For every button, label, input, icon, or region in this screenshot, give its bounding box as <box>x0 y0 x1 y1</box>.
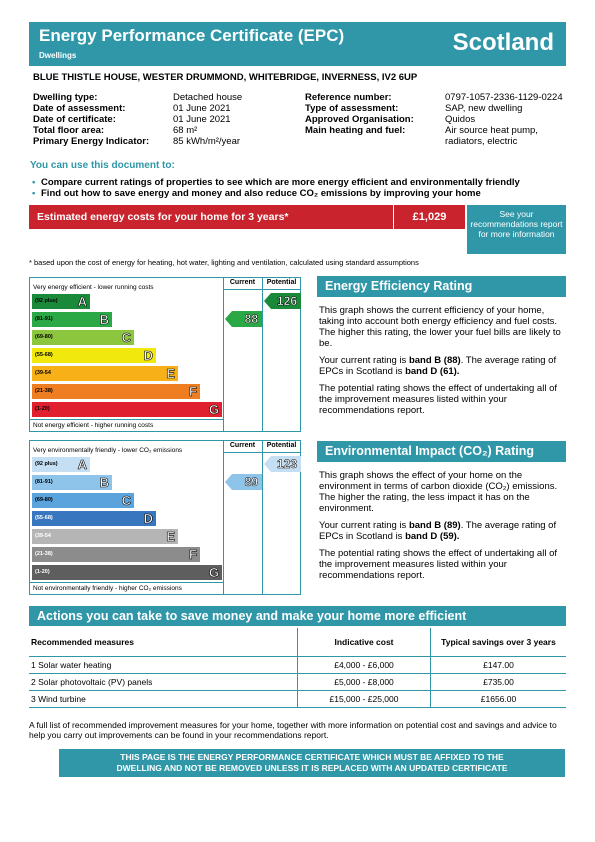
detail-label: Type of assessment: <box>305 103 399 114</box>
detail-row <box>33 92 242 103</box>
potential-rating-arrow <box>264 456 301 472</box>
environmental-impact-text <box>317 470 566 581</box>
details-right <box>305 92 575 147</box>
column-header: Indicative cost <box>297 628 430 656</box>
band-letter: G <box>208 402 219 417</box>
table-row <box>29 691 566 708</box>
header-divider <box>223 289 300 290</box>
current-header: Current <box>229 442 256 449</box>
table-row <box>29 657 566 674</box>
band-letter: D <box>143 348 153 363</box>
band-range: (81-91) <box>35 316 53 322</box>
info-bold: band B (88) <box>408 355 461 366</box>
certificate-warning <box>59 749 565 777</box>
band-letter: A <box>77 294 87 309</box>
info-text: . The average rating of EPCs in Scotland is <box>319 520 557 542</box>
actions-title: Actions you can take to save money and make your home more efficient <box>29 606 566 626</box>
current-rating-value: 88 <box>244 312 258 326</box>
band-range: (81-91) <box>35 479 53 485</box>
environmental-impact-title: Environmental Impact (CO₂) Rating <box>317 441 566 462</box>
band-g <box>32 402 222 417</box>
band-f <box>32 384 200 399</box>
current-rating-value: 89 <box>244 475 258 489</box>
band-range: (39-54 <box>35 370 51 376</box>
info-paragraph: The potential rating shows the effect of undertaking all of the improvement measures listed within your recommendations report. <box>319 383 558 416</box>
band-range: (92 plus) <box>35 298 58 304</box>
column-header: Recommended measures <box>31 637 134 647</box>
bottom-divider <box>30 582 223 583</box>
detail-row <box>33 136 242 147</box>
band-letter: C <box>121 493 131 508</box>
detail-value: Detached house <box>173 92 243 103</box>
chart-top-label: Very energy efficient - lower running costs <box>33 284 154 291</box>
detail-value: 68 m² <box>173 125 198 136</box>
band-b <box>32 475 112 490</box>
estimated-costs-bar <box>29 205 465 229</box>
detail-label: Total floor area: <box>33 125 105 136</box>
estimated-costs-label: Estimated energy costs for your home for 3 years* <box>37 211 289 223</box>
band-letter: B <box>99 312 109 327</box>
band-f <box>32 547 200 562</box>
info-text: Your current rating is <box>319 355 409 366</box>
detail-row <box>305 92 575 103</box>
environmental-impact-chart <box>29 440 301 595</box>
details-left <box>33 92 242 147</box>
band-range: (1-20) <box>35 406 50 412</box>
table-cell: £15,000 - £25,000 <box>297 691 430 707</box>
detail-row <box>305 125 575 147</box>
band-letter: F <box>189 384 197 399</box>
band-b <box>32 312 112 327</box>
epc-header <box>29 22 566 66</box>
info-paragraph: This graph shows the current efficiency of your home, taking into account both energy efficiency and fuel costs. The higher this rating, the lower your fuel bills are likely to be. <box>319 305 561 349</box>
energy-efficiency-chart <box>29 277 301 432</box>
chart-bottom-label: Not environmentally friendly - higher CO₂ emissions <box>33 585 182 592</box>
energy-efficiency-info <box>317 276 566 422</box>
table-header-row <box>29 628 566 657</box>
detail-label: Dwelling type: <box>33 92 98 103</box>
potential-rating-value: 126 <box>276 294 297 308</box>
band-range: (39-54 <box>35 533 51 539</box>
band-letter: E <box>166 366 175 381</box>
table-cell: 3 Wind turbine <box>31 694 86 704</box>
detail-label: Date of certificate: <box>33 114 116 125</box>
detail-value: 0797-1057-2336-1129-0224 <box>445 92 563 103</box>
potential-header: Potential <box>266 279 297 286</box>
detail-row <box>305 103 575 114</box>
info-text: . The average rating of EPCs in Scotland is <box>319 355 557 377</box>
use-document-bullets <box>32 177 520 199</box>
band-letter: F <box>189 547 197 562</box>
use-document-heading: You can use this document to: <box>30 160 175 171</box>
info-paragraph: This graph shows the effect of your home on the environment in terms of carbon dioxide (CO₂) emissions. The higher the rating, the less impact it has on the environment. <box>319 470 558 514</box>
table-row <box>29 674 566 691</box>
bullet-text: Find out how to save energy and money and also reduce CO₂ emissions by improving your home <box>41 188 481 199</box>
band-e <box>32 529 178 544</box>
detail-label: Main heating and fuel: <box>305 125 406 136</box>
table-cell: £735.00 <box>430 674 566 690</box>
band-a <box>32 294 90 309</box>
energy-efficiency-text <box>317 305 566 416</box>
bottom-divider <box>30 419 223 420</box>
bullet-text: Compare current ratings of properties to see which are more energy efficient and environmentally friendly <box>41 177 520 188</box>
band-range: (55-68) <box>35 352 53 358</box>
band-letter: D <box>143 511 153 526</box>
potential-header: Potential <box>266 442 297 449</box>
see-recommendations-box: See your recommendations report for more information <box>467 205 566 254</box>
band-letter: B <box>99 475 109 490</box>
chart-bottom-label: Not energy efficient - higher running costs <box>33 422 154 429</box>
detail-row <box>33 125 242 136</box>
property-address: BLUE THISTLE HOUSE, WESTER DRUMMOND, WHITEBRIDGE, INVERNESS, IV2 6UP <box>33 72 418 83</box>
column-header: Typical savings over 3 years <box>430 628 566 656</box>
band-d <box>32 511 156 526</box>
band-range: (92 plus) <box>35 461 58 467</box>
detail-value: 85 kWh/m²/year <box>173 136 241 147</box>
table-cell: £5,000 - £8,000 <box>297 674 430 690</box>
detail-label: Primary Energy Indicator: <box>33 136 150 147</box>
table-cell: 2 Solar photovoltaic (PV) panels <box>31 677 153 687</box>
detail-row <box>305 114 575 125</box>
bullet-item <box>32 177 520 188</box>
potential-rating-arrow <box>264 293 301 309</box>
info-paragraph <box>319 520 566 542</box>
band-range: (1-20) <box>35 569 50 575</box>
detail-row <box>33 114 242 125</box>
band-a <box>32 457 90 472</box>
table-cell: 1 Solar water heating <box>31 660 112 670</box>
current-column <box>223 278 262 431</box>
band-range: (21-38) <box>35 388 53 394</box>
band-letter: A <box>77 457 87 472</box>
band-range: (69-80) <box>35 334 53 340</box>
full-list-note: A full list of recommended improvement measures for your home, together with more information on potential cost and savings and advice to help you carry out improvements can be found in your recommendations report. <box>29 720 557 740</box>
info-bold: band D (59). <box>405 531 460 542</box>
bullet-icon: • <box>32 188 36 199</box>
band-letter: E <box>166 529 175 544</box>
current-rating-arrow <box>225 311 262 327</box>
detail-label: Reference number: <box>305 92 392 103</box>
energy-efficiency-title: Energy Efficiency Rating <box>317 276 566 297</box>
environmental-impact-info <box>317 441 566 587</box>
band-letter: C <box>121 330 131 345</box>
band-range: (55-68) <box>35 515 53 521</box>
detail-value: Air source heat pump, radiators, electric <box>445 125 538 147</box>
band-c <box>32 493 134 508</box>
current-column <box>223 441 262 594</box>
detail-label: Approved Organisation: <box>305 114 414 125</box>
band-range: (21-38) <box>35 551 53 557</box>
detail-value: 01 June 2021 <box>173 114 231 125</box>
info-paragraph: The potential rating shows the effect of undertaking all of the improvement measures listed within your recommendations report. <box>319 548 558 581</box>
chart-top-label: Very environmentally friendly - lower CO₂ emissions <box>33 447 183 454</box>
band-d <box>32 348 156 363</box>
info-bold: band D (61). <box>405 366 460 377</box>
current-rating-arrow <box>225 474 262 490</box>
band-e <box>32 366 178 381</box>
warning-line: THIS PAGE IS THE ENERGY PERFORMANCE CERTIFICATE WHICH MUST BE AFFIXED TO THE <box>120 752 504 762</box>
bullet-icon: • <box>32 177 36 188</box>
bullet-item <box>32 188 520 199</box>
potential-rating-value: 123 <box>276 457 297 471</box>
recommendations-table <box>29 628 566 708</box>
table-cell: £1656.00 <box>430 691 566 707</box>
warning-line: DWELLING AND NOT BE REMOVED UNLESS IT IS REPLACED WITH AN UPDATED CERTIFICATE <box>116 763 508 773</box>
header-divider <box>223 452 300 453</box>
detail-value: 01 June 2021 <box>173 103 231 114</box>
certificate-subtitle: Dwellings <box>39 51 77 60</box>
current-header: Current <box>229 279 256 286</box>
detail-value: SAP, new dwelling <box>445 103 523 114</box>
info-bold: band B (89) <box>408 520 461 531</box>
estimated-costs-value: £1,029 <box>393 205 465 229</box>
country-label: Scotland <box>452 29 554 56</box>
certificate-title: Energy Performance Certificate (EPC) <box>39 26 345 45</box>
costs-footnote: * based upon the cost of energy for heating, hot water, lighting and ventilation, calculated using standard assumptions <box>29 258 419 267</box>
detail-row <box>33 103 242 114</box>
info-paragraph <box>319 355 566 377</box>
table-cell: £147.00 <box>430 657 566 673</box>
band-letter: G <box>208 565 219 580</box>
band-g <box>32 565 222 580</box>
detail-label: Date of assessment: <box>33 103 126 114</box>
detail-value: Quidos <box>445 114 476 125</box>
table-cell: £4,000 - £6,000 <box>297 657 430 673</box>
band-range: (69-80) <box>35 497 53 503</box>
band-c <box>32 330 134 345</box>
info-text: Your current rating is <box>319 520 409 531</box>
